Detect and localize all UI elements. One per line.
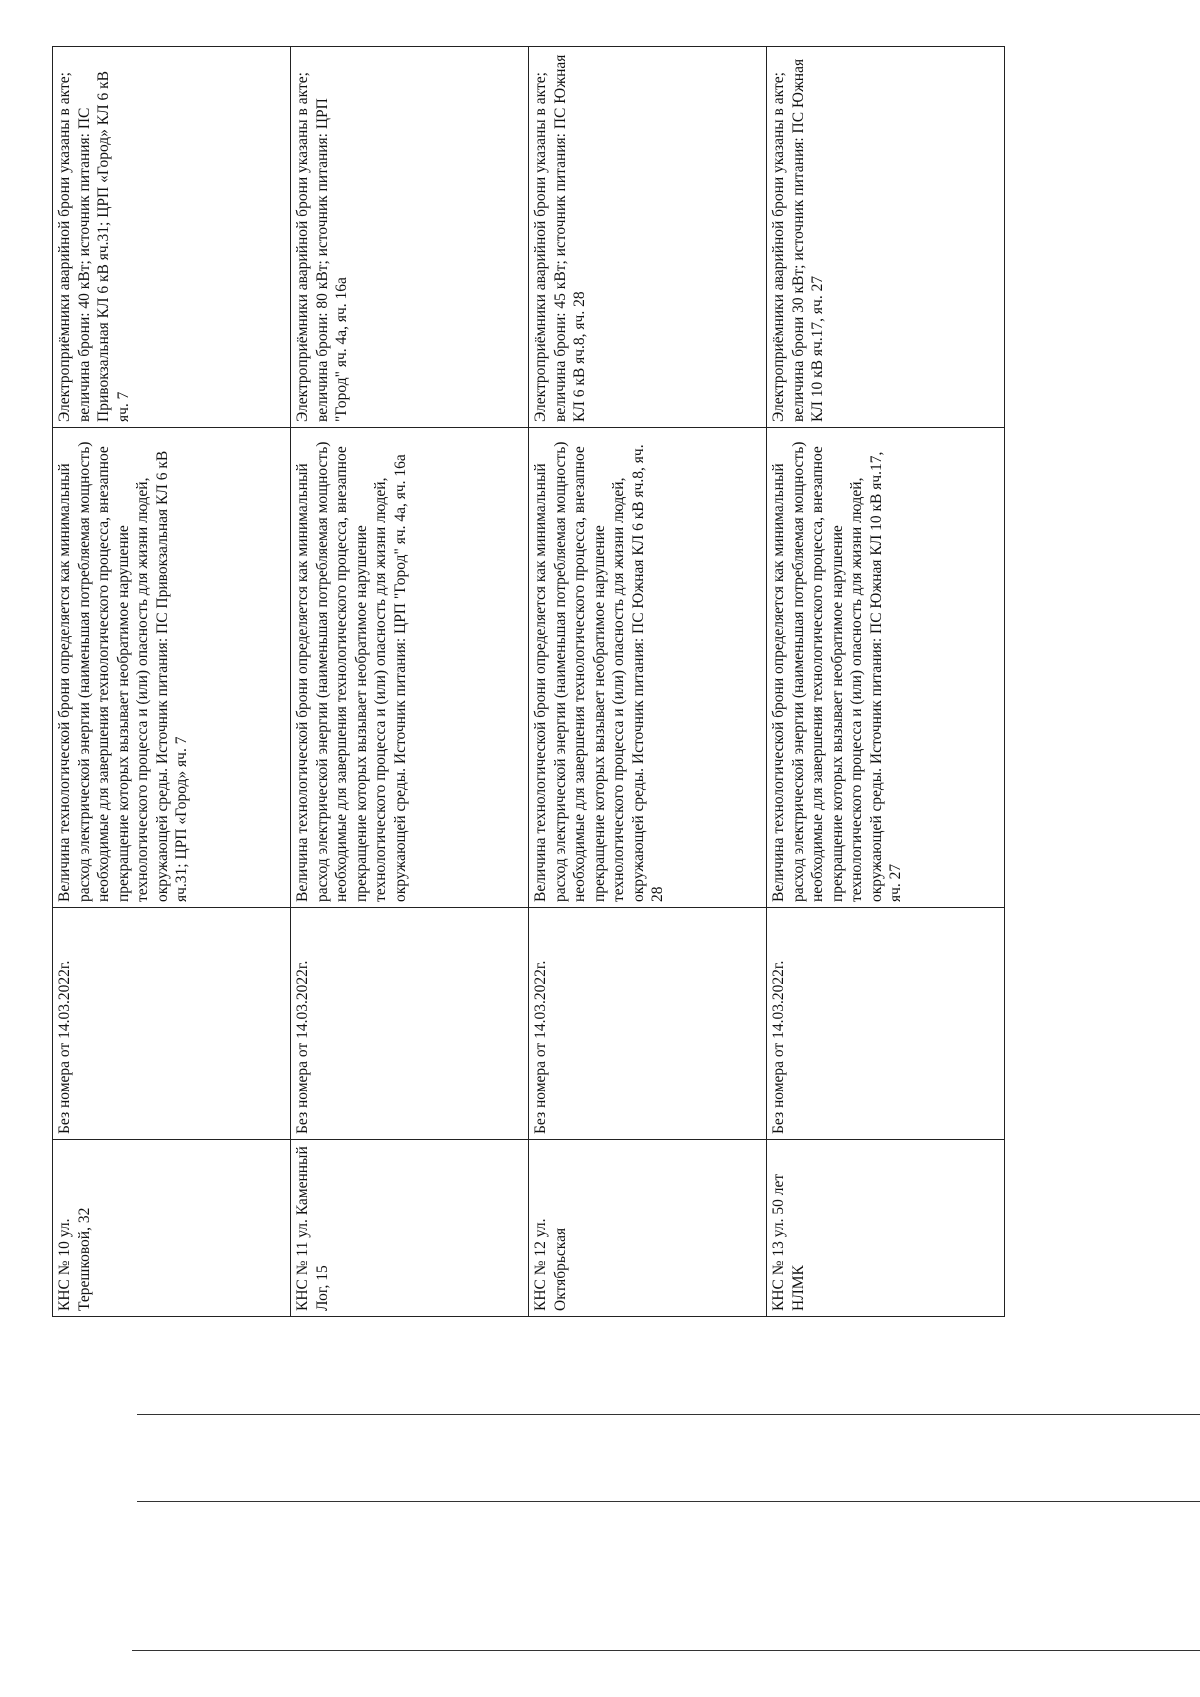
emergency-reserve-cell: Электроприёмники аварийной брони указаны в акте; величина брони 30 кВт; источник питания: ПС Южная КЛ 10 кВ яч.17, яч. 27: [767, 47, 1005, 428]
table-row: [53, 47, 291, 1317]
tech-reserve-cell: Величина технологической брони определяется как минимальный расход электрической энергии (наименьшая потребляемая мощность) необходимые для завершения технологического процесса, внезапное прекращение которых вызывает необратимое нарушение технологического процесса и (или) опасность для жизни людей, окружающей среды. Источник питания: ПС Южная КЛ 10 кВ яч.17, яч. 27: [767, 428, 1005, 908]
table-row: [291, 47, 529, 1317]
table-row: [767, 47, 1005, 1317]
emergency-reserve-cell: Электроприёмники аварийной брони указаны в акте; величина брони: 80 кВт; источник питания: ЦРП "Город" яч. 4а, яч. 16а: [291, 47, 529, 428]
act-cell: Без номера от 14.03.2022г.: [291, 908, 529, 1140]
object-cell: КНС № 10 ул. Терешковой, 32: [53, 1140, 291, 1317]
table-row: [529, 47, 767, 1317]
emergency-reserve-cell: Электроприёмники аварийной брони указаны в акте; величина брони: 40 кВт; источник питания: ПС Привокзальная КЛ 6 кВ яч.31; ЦРП «Город» КЛ 6 кВ яч. 7: [53, 47, 291, 428]
signature-line: [137, 1501, 1200, 1502]
object-cell: КНС № 11 ул. Каменный Лог, 15: [291, 1140, 529, 1317]
object-cell: КНС № 13 ул. 50 лет НЛМК: [767, 1140, 1005, 1317]
tech-reserve-cell: Величина технологической брони определяется как минимальный расход электрической энергии (наименьшая потребляемая мощность) необходимые для завершения технологического процесса, внезапное прекращение которых вызывает необратимое нарушение технологического процесса и (или) опасность для жизни людей, окружающей среды. Источник питания: ПС Привокзальная КЛ 6 кВ яч.31; ЦРП «Город» яч. 7: [53, 428, 291, 908]
object-cell: КНС № 12 ул. Октябрьская: [529, 1140, 767, 1317]
act-cell: Без номера от 14.03.2022г.: [767, 908, 1005, 1140]
tech-reserve-cell: Величина технологической брони определяется как минимальный расход электрической энергии (наименьшая потребляемая мощность) необходимые для завершения технологического процесса, внезапное прекращение которых вызывает необратимое нарушение технологического процесса и (или) опасность для жизни людей, окружающей среды. Источник питания: ЦРП "Город" яч. 4а, яч. 16а: [291, 428, 529, 908]
emergency-reserve-cell: Электроприёмники аварийной брони указаны в акте; величина брони: 45 кВт; источник питания: ПС Южная КЛ 6 кВ яч.8, яч. 28: [529, 47, 767, 428]
act-cell: Без номера от 14.03.2022г.: [53, 908, 291, 1140]
signature-line: [137, 1414, 1200, 1415]
act-cell: Без номера от 14.03.2022г.: [529, 908, 767, 1140]
tech-reserve-cell: Величина технологической брони определяется как минимальный расход электрической энергии (наименьшая потребляемая мощность) необходимые для завершения технологического процесса, внезапное прекращение которых вызывает необратимое нарушение технологического процесса и (или) опасность для жизни людей, окружающей среды. Источник питания: ПС Южная КЛ 6 кВ яч.8, яч. 28: [529, 428, 767, 908]
signature-line: [132, 1650, 1200, 1651]
reserve-table: [52, 46, 1005, 1317]
